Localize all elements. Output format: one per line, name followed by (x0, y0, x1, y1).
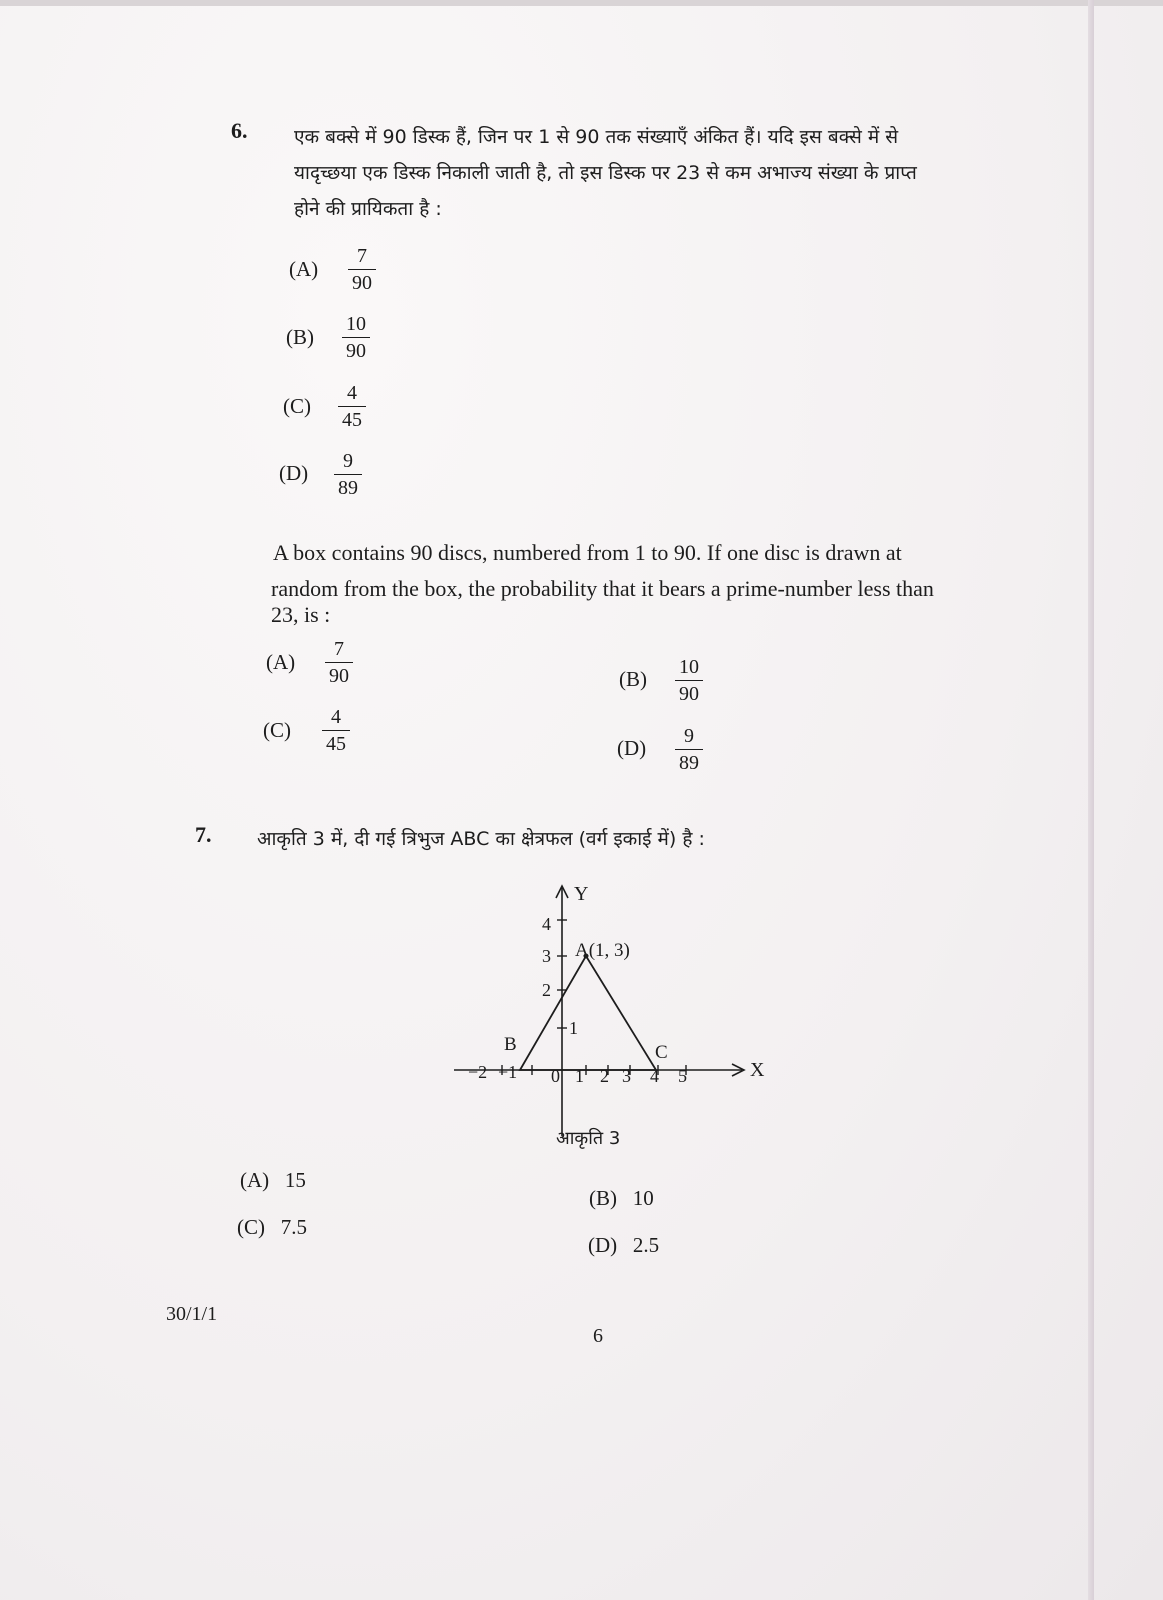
y-axis-label: Y (574, 883, 589, 905)
fraction-denominator: 90 (352, 272, 372, 294)
q7-option-a-label: (A) (240, 1168, 270, 1192)
question-6-hindi-line-3: होने की प्रायिकता है : (294, 198, 442, 220)
point-c-label: C (655, 1042, 668, 1063)
q7-option-d-label: (D) (588, 1233, 618, 1257)
q6-hindi-option-d-fraction (334, 450, 362, 499)
q7-option-b-label: (B) (589, 1186, 617, 1210)
fraction-numerator: 7 (357, 245, 367, 267)
q6-hindi-option-d-label: (D) (279, 461, 309, 485)
q7-option-d (588, 1233, 659, 1258)
fraction-denominator: 90 (329, 665, 349, 687)
x-tick-label-5: 5 (678, 1066, 687, 1086)
fraction-numerator: 10 (679, 656, 699, 678)
question-6-number: 6. (231, 118, 248, 143)
question-6-english-line-2: random from the box, the probability that it bears a prime-number less than (271, 576, 934, 601)
q6-english-option-d-label: (D) (617, 736, 647, 760)
fraction-numerator: 4 (331, 706, 341, 728)
x-tick-label-minus-2: −2 (468, 1062, 488, 1082)
q6-english-option-a-fraction (325, 638, 353, 687)
fraction-numerator: 9 (684, 725, 694, 747)
q6-english-option-b-fraction (675, 656, 703, 705)
fraction-denominator: 90 (679, 683, 699, 705)
fraction-denominator: 90 (346, 340, 366, 362)
y-tick-label-4: 4 (542, 914, 551, 934)
q7-option-b-value: 10 (632, 1186, 654, 1210)
question-7-number: 7. (195, 822, 212, 847)
q6-hindi-option-b-fraction (342, 313, 370, 362)
question-7-hindi-text: आकृति 3 में, दी गई त्रिभुज ABC का क्षेत्रफल (वर्ग इकाई में) है : (257, 828, 705, 850)
q6-hindi-option-a-fraction (348, 245, 376, 294)
question-6-hindi-line-1: एक बक्से में 90 डिस्क हैं, जिन पर 1 से 90 तक संख्याएँ अंकित हैं। यदि इस बक्से में से (294, 126, 899, 148)
q7-option-c (237, 1215, 307, 1240)
q6-english-option-a-label: (A) (266, 650, 296, 674)
x-tick-label-minus-1: −1 (498, 1062, 518, 1082)
fraction-denominator: 89 (679, 752, 699, 774)
x-tick-label-3: 3 (622, 1066, 631, 1086)
x-tick-label-2: 2 (600, 1066, 609, 1086)
y-tick-label-1: 1 (569, 1018, 578, 1038)
q6-english-option-d-fraction (675, 725, 703, 774)
paper-code: 30/1/1 (166, 1303, 218, 1325)
y-tick-label-2: 2 (542, 980, 551, 1000)
q6-hindi-option-c-label: (C) (283, 394, 311, 418)
triangle-abc (520, 956, 656, 1070)
x-axis-label: X (750, 1059, 765, 1081)
q7-option-c-value: 7.5 (280, 1215, 307, 1239)
origin-label: 0 (551, 1066, 560, 1086)
fraction-numerator: 9 (343, 450, 353, 472)
q7-option-c-label: (C) (237, 1215, 265, 1239)
question-6-english-line-1: A box contains 90 discs, numbered from 1 to 90. If one disc is drawn at (273, 540, 902, 565)
x-tick-label-4: 4 (650, 1066, 659, 1086)
point-b-label: B (504, 1034, 517, 1055)
point-a-label: A(1, 3) (575, 940, 630, 961)
q6-english-option-c-fraction (322, 706, 350, 755)
y-tick-label-3: 3 (542, 946, 551, 966)
x-tick-label-1: 1 (575, 1066, 584, 1086)
question-6-hindi-line-2: यादृच्छया एक डिस्क निकाली जाती है, तो इस डिस्क पर 23 से कम अभाज्य संख्या के प्राप्त (294, 162, 917, 184)
q7-option-a-value: 15 (284, 1168, 306, 1192)
fraction-numerator: 7 (334, 638, 344, 660)
fraction-denominator: 45 (342, 409, 362, 431)
q6-hindi-option-c-fraction (338, 382, 366, 431)
q6-english-option-b-label: (B) (619, 667, 647, 691)
fraction-numerator: 10 (346, 313, 366, 335)
q7-option-a (240, 1168, 306, 1193)
fraction-denominator: 89 (338, 477, 358, 499)
triangle-figure (440, 880, 800, 1160)
question-6-english-line-3: 23, is : (271, 602, 331, 627)
page-number: 6 (593, 1325, 603, 1347)
page-right-edge (1088, 0, 1094, 1600)
q6-hindi-option-a-label: (A) (289, 257, 319, 281)
q7-option-b (589, 1186, 654, 1211)
q6-hindi-option-b-label: (B) (286, 325, 314, 349)
q6-english-option-c-label: (C) (263, 718, 291, 742)
fraction-numerator: 4 (347, 382, 357, 404)
figure-caption: आकृति 3 (556, 1128, 621, 1149)
q7-option-d-value: 2.5 (632, 1233, 660, 1257)
fraction-denominator: 45 (326, 733, 346, 755)
page-top-edge (0, 0, 1163, 6)
